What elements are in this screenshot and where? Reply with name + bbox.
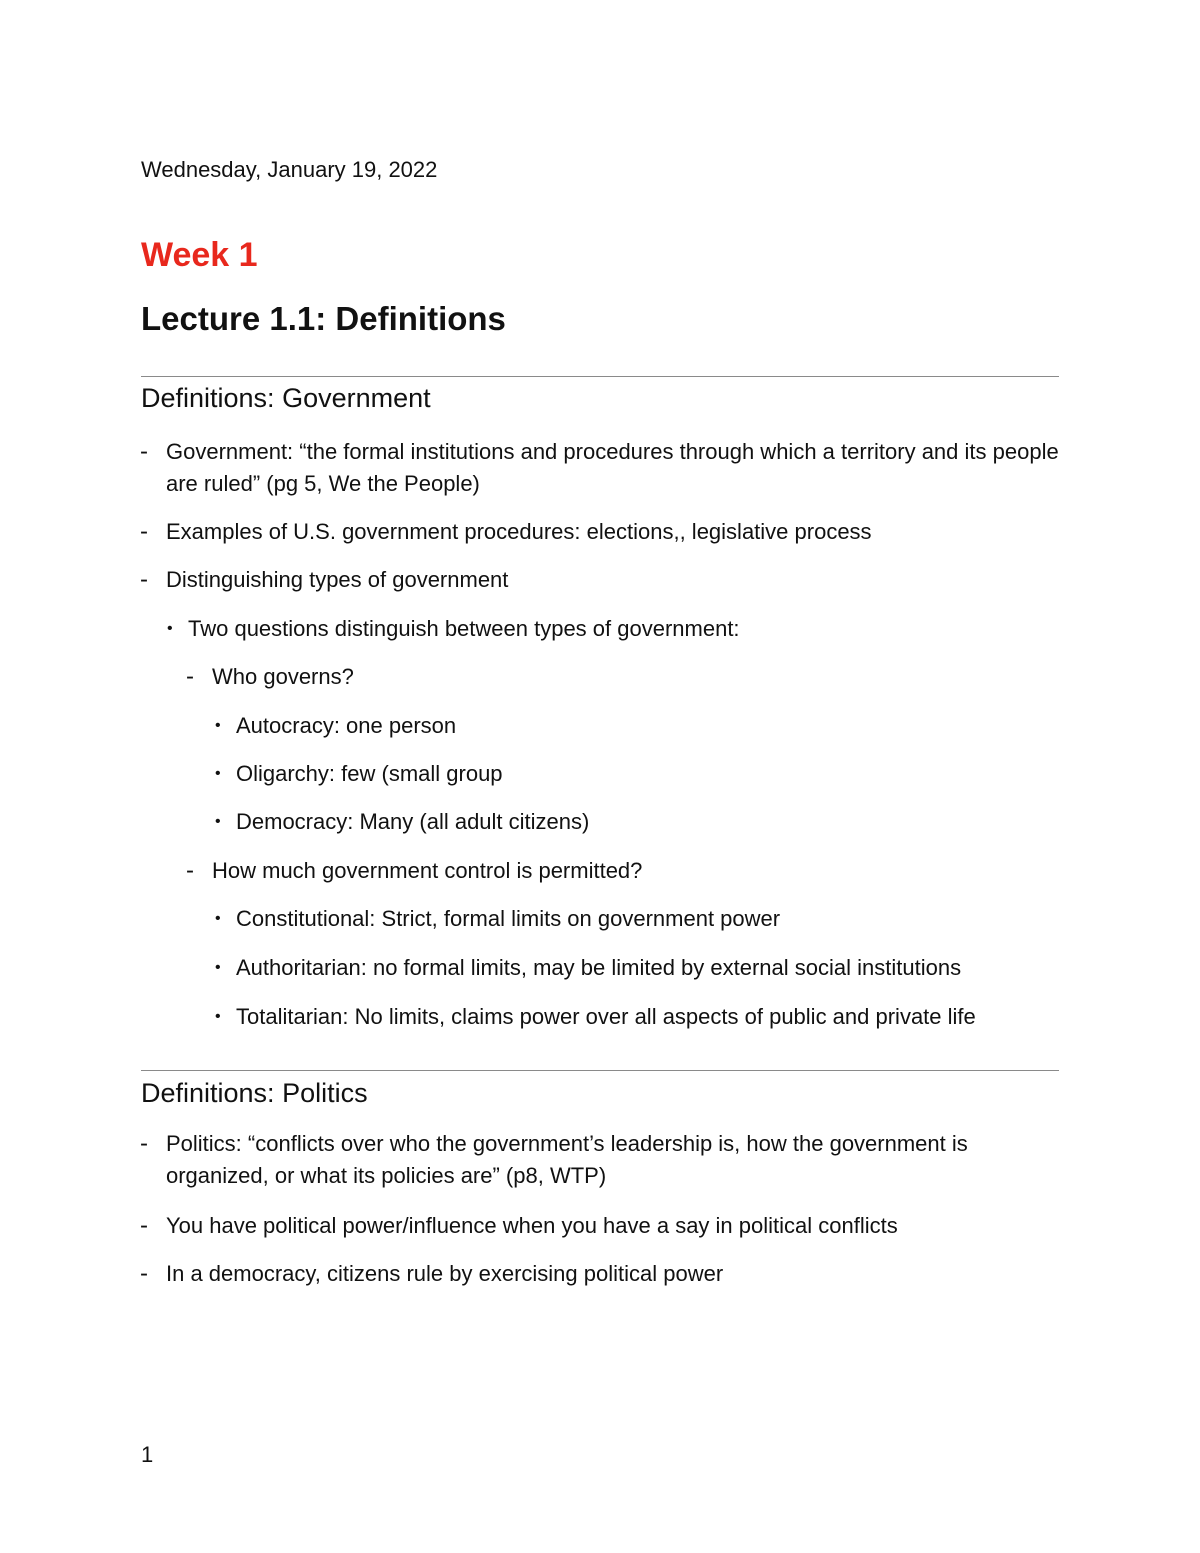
section-heading-government: Definitions: Government <box>141 383 431 413</box>
list-item <box>215 1001 976 1033</box>
list-item <box>167 613 740 645</box>
list-item <box>215 758 503 790</box>
list-item-text: Authoritarian: no formal limits, may be limited by external social institutions <box>236 955 962 980</box>
note-date: Wednesday, January 19, 2022 <box>141 157 438 182</box>
bullet-marker: • <box>215 813 221 830</box>
list-item-text: How much government control is permitted? <box>212 858 643 883</box>
list-item <box>140 1210 898 1242</box>
list-item <box>140 436 1066 500</box>
list-item <box>140 516 872 548</box>
page-number: 1 <box>141 1442 154 1467</box>
list-item-text: Democracy: Many (all adult citizens) <box>236 809 590 834</box>
list-item-text: Totalitarian: No limits, claims power over all aspects of public and private life <box>236 1004 976 1029</box>
list-item-text: Constitutional: Strict, formal limits on government power <box>236 906 781 931</box>
list-item <box>186 661 354 693</box>
bullet-marker: • <box>215 959 221 976</box>
list-item <box>140 1258 724 1290</box>
dash-marker: - <box>140 518 148 545</box>
dash-marker: - <box>186 663 194 690</box>
list-item <box>215 903 781 935</box>
list-item-text: Who governs? <box>212 664 354 689</box>
list-item-text: Politics: “conflicts over who the government’s leadership is, how the government is organized, or what its policies are” (p8, WTP) <box>166 1131 968 1188</box>
dash-marker: - <box>140 1130 148 1157</box>
list-item-text: Government: “the formal institutions and procedures through which a territory and its people are ruled” (pg 5, We the People) <box>166 439 1059 496</box>
bullet-marker: • <box>215 910 221 927</box>
dash-marker: - <box>140 566 148 593</box>
lecture-title: Lecture 1.1: Definitions <box>141 300 506 337</box>
list-item-text: Examples of U.S. government procedures: elections,, legislative process <box>166 519 872 544</box>
section-heading-politics: Definitions: Politics <box>141 1078 368 1108</box>
dash-marker: - <box>140 438 148 465</box>
list-item-text: Oligarchy: few (small group <box>236 761 503 786</box>
list-item-text: In a democracy, citizens rule by exercising political power <box>166 1261 724 1286</box>
bullet-marker: • <box>215 765 221 782</box>
list-item <box>140 564 509 596</box>
dash-marker: - <box>140 1212 148 1239</box>
list-item <box>186 855 643 887</box>
bullet-marker: • <box>167 620 173 637</box>
list-item <box>215 806 590 838</box>
dash-marker: - <box>140 1260 148 1287</box>
list-item-text: You have political power/influence when you have a say in political conflicts <box>166 1213 898 1238</box>
list-item-text: Distinguishing types of government <box>166 567 509 592</box>
section-divider <box>141 1070 1059 1071</box>
list-item-text: Autocracy: one person <box>236 713 457 738</box>
bullet-marker: • <box>215 1008 221 1025</box>
dash-marker: - <box>186 857 194 884</box>
bullet-marker: • <box>215 717 221 734</box>
list-item <box>215 710 457 742</box>
list-item <box>140 1128 1066 1192</box>
section-divider <box>141 376 1059 377</box>
list-item <box>215 952 962 984</box>
week-heading: Week 1 <box>141 236 258 274</box>
list-item-text: Two questions distinguish between types of government: <box>188 616 740 641</box>
